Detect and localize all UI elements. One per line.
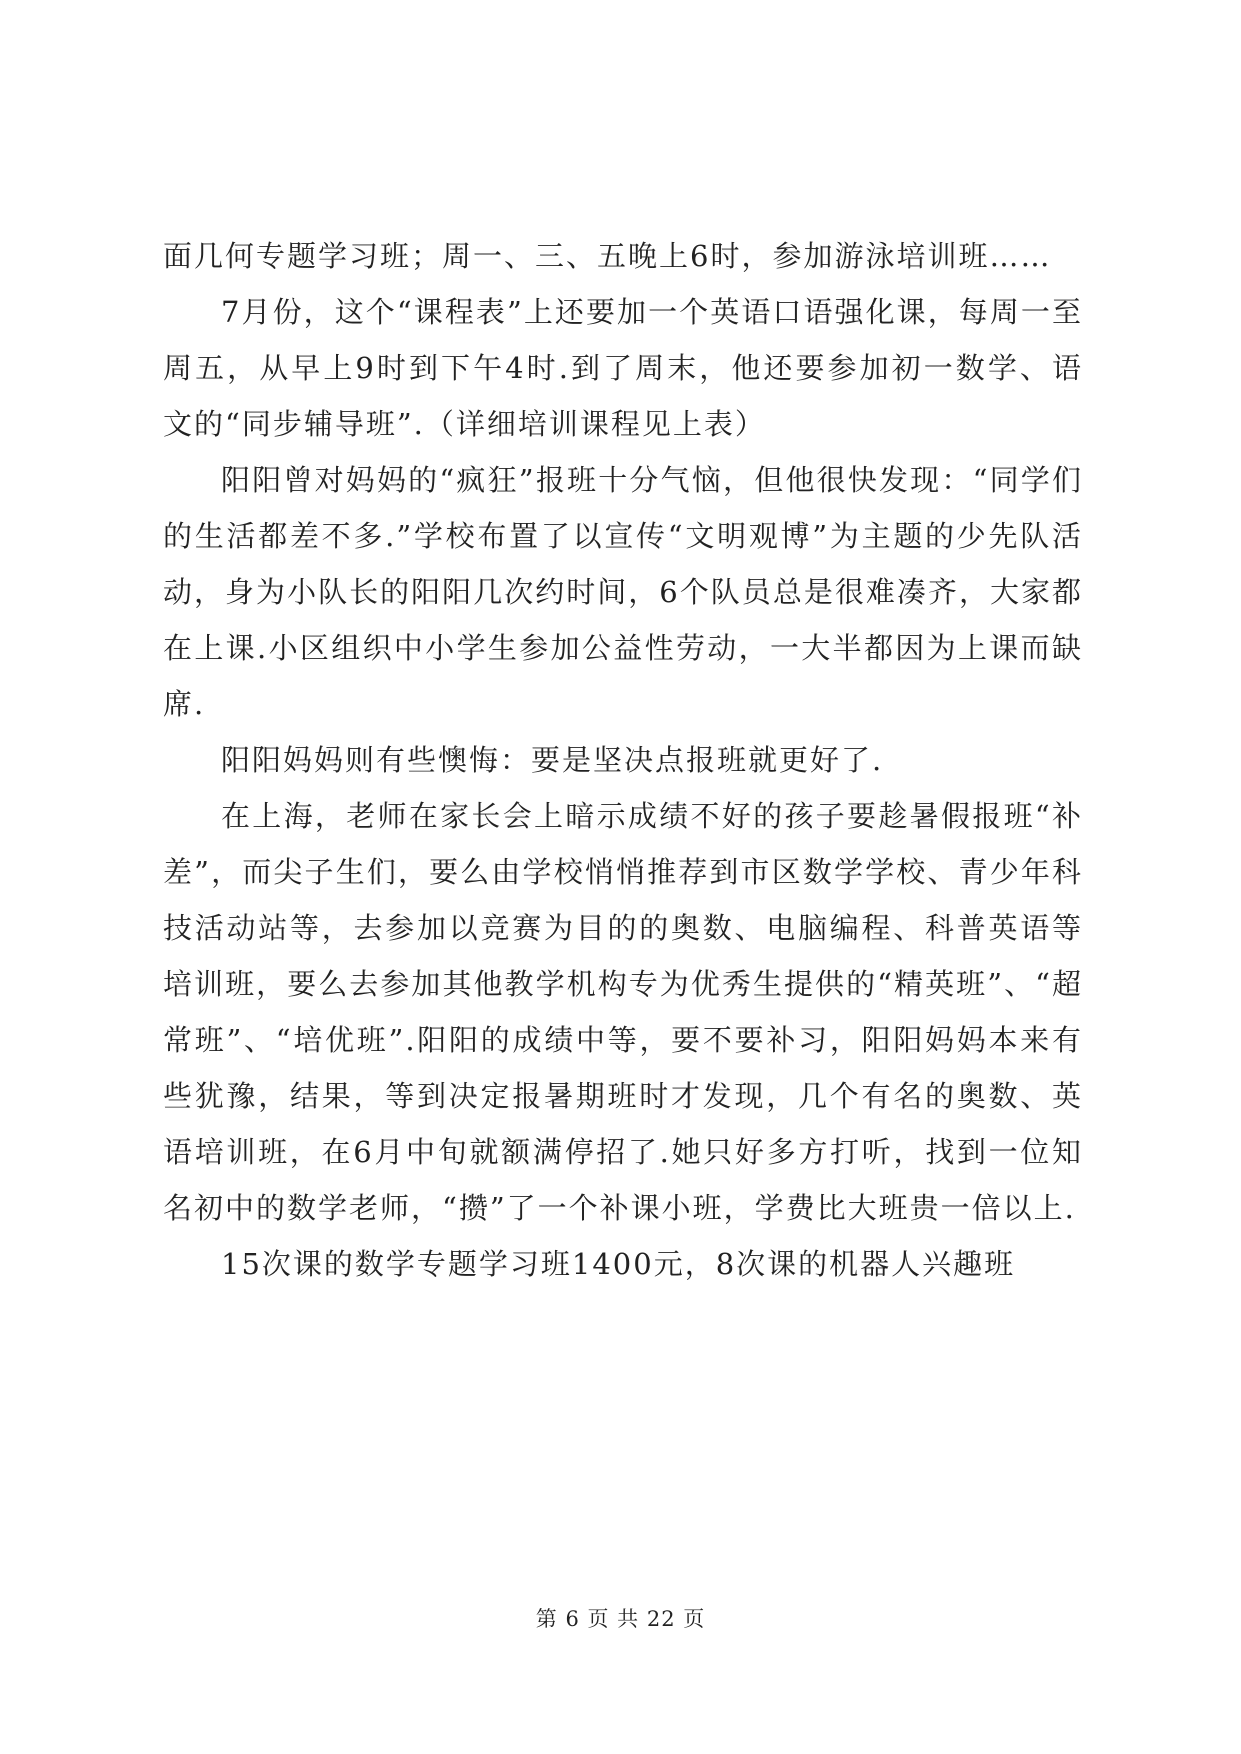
paragraph-5: 在上海，老师在家长会上暗示成绩不好的孩子要趁暑假报班“补差”，而尖子生们，要么由学校悄悄推荐到市区数学学校、青少年科技活动站等，去参加以竞赛为目的的奥数、电脑编程、科普英语等培训班，要么去参加其他教学机构专为优秀生提供的“精英班”、“超常班”、“培优班”.阳阳的成绩中等，要不要补习，阳阳妈妈本来有些犹豫，结果，等到决定报暑期班时才发现，几个有名的奥数、英语培训班，在6月中旬就额满停招了.她只好多方打听，找到一位知名初中的数学老师，“攒”了一个补课小班，学费比大班贵一倍以上. [163, 799, 1083, 1225]
paragraph-4: 阳阳妈妈则有些懊悔：要是坚决点报班就更好了. [221, 743, 884, 777]
page-footer [0, 1603, 1241, 1633]
page-number-label: 第 6 页 共 22 页 [535, 1607, 706, 1631]
paragraph-2: 7月份，这个“课程表”上还要加一个英语口语强化课，每周一至周五，从早上9时到下午4时.到了周末，他还要参加初一数学、语文的“同步辅导班”.（详细培训课程见上表） [163, 295, 1083, 441]
paragraph-3: 阳阳曾对妈妈的“疯狂”报班十分气恼，但他很快发现：“同学们的生活都差不多.”学校布置了以宣传“文明观博”为主题的少先队活动，身为小队长的阳阳几次约时间，6个队员总是很难凑齐，大家都在上课.小区组织中小学生参加公益性劳动，一大半都因为上课而缺席. [163, 463, 1083, 721]
document-body [163, 228, 1083, 1292]
paragraph-6: 15次课的数学专题学习班1400元，8次课的机器人兴趣班 [221, 1247, 1016, 1281]
paragraph-1: 面几何专题学习班；周一、三、五晚上6时，参加游泳培训班…… [163, 239, 1052, 273]
